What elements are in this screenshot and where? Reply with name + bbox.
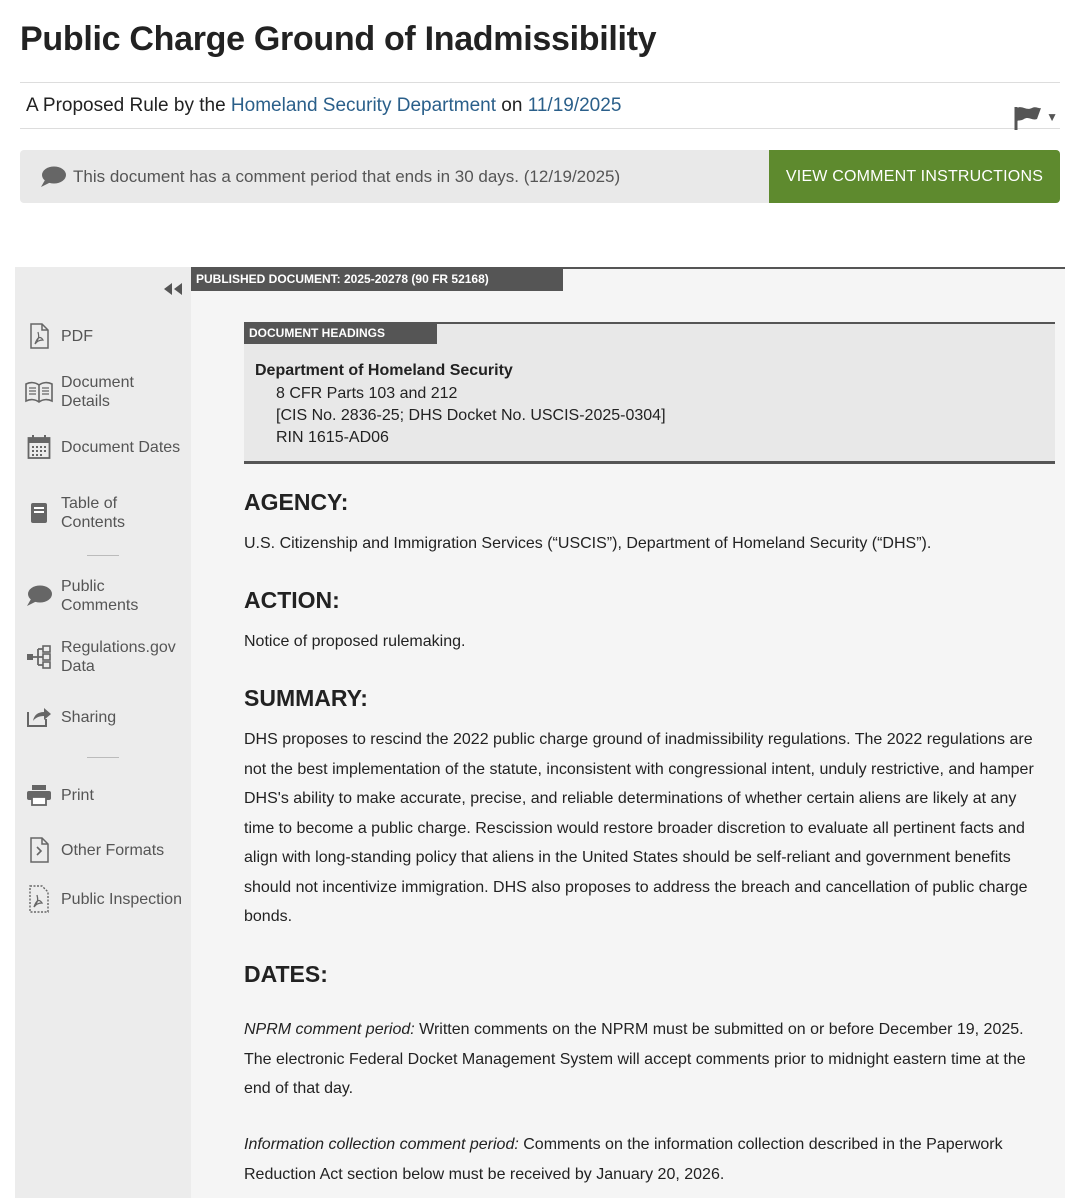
sidebar-item-label: Public Inspection bbox=[61, 890, 182, 908]
calendar-icon bbox=[25, 434, 53, 460]
document-area bbox=[15, 267, 1065, 1198]
agency-link[interactable]: Homeland Security Department bbox=[230, 95, 496, 116]
sidebar-item-public-comments[interactable] bbox=[25, 577, 185, 615]
nprm-text: Written comments on the NPRM must be submitted on or before December 19, 2025. The electronic Federal Docket Management System will accept comments prior to midnight eastern time at the end of that day. bbox=[244, 1021, 1026, 1097]
sidebar-item-label: Document Details bbox=[61, 374, 134, 410]
dates-heading: DATES: bbox=[244, 961, 328, 987]
info-text: Comments on the information collection described in the Paperwork Reduction Act section below must be received by January 20, 2026. bbox=[244, 1136, 1003, 1183]
flag-icon bbox=[1012, 105, 1042, 131]
sidebar bbox=[15, 267, 191, 1198]
agency-text: U.S. Citizenship and Immigration Services (“USCIS”), Department of Homeland Security (“DHS”). bbox=[244, 535, 932, 552]
sidebar-item-label: Regulations.gov Data bbox=[61, 639, 176, 675]
action-text: Notice of proposed rulemaking. bbox=[244, 633, 466, 650]
view-comment-instructions-button[interactable]: VIEW COMMENT INSTRUCTIONS bbox=[769, 150, 1060, 203]
agency-heading: AGENCY: bbox=[244, 489, 349, 515]
page-title: Public Charge Ground of Inadmissibility bbox=[20, 20, 657, 58]
comment-icon bbox=[25, 585, 53, 607]
sidebar-item-label: PDF bbox=[61, 327, 93, 345]
formats-icon bbox=[25, 837, 53, 863]
sidebar-item-label: Sharing bbox=[61, 708, 117, 726]
share-icon bbox=[25, 706, 53, 728]
headings-docket: [CIS No. 2836-25; DHS Docket No. USCIS-2025-0304] bbox=[276, 407, 666, 424]
headings-rin: RIN 1615-AD06 bbox=[276, 429, 389, 446]
info-label: Information collection comment period: bbox=[244, 1136, 519, 1153]
tree-icon bbox=[25, 645, 53, 669]
chevron-down-icon: ▼ bbox=[1046, 110, 1058, 124]
sidebar-item-other-formats[interactable] bbox=[25, 837, 164, 863]
sidebar-item-document-details[interactable] bbox=[25, 373, 185, 411]
comment-period-message: This document has a comment period that ends in 30 days. (12/19/2025) bbox=[73, 167, 621, 186]
headings-department: Department of Homeland Security bbox=[255, 362, 513, 379]
document-content bbox=[191, 267, 1065, 1198]
flag-menu[interactable] bbox=[1012, 95, 1058, 140]
byline-prefix: A Proposed Rule by the bbox=[26, 95, 226, 116]
sidebar-divider bbox=[87, 555, 119, 556]
comment-bubble-icon bbox=[40, 166, 66, 188]
sidebar-item-document-dates[interactable] bbox=[25, 434, 185, 460]
sidebar-item-regulations-gov-data[interactable] bbox=[25, 638, 195, 676]
byline bbox=[20, 82, 1060, 129]
published-document-label: PUBLISHED DOCUMENT: 2025-20278 (90 FR 52168) bbox=[191, 269, 563, 291]
sidebar-item-pdf[interactable] bbox=[25, 323, 93, 349]
pdf-icon bbox=[25, 323, 53, 349]
sidebar-item-label: Print bbox=[61, 786, 94, 804]
sidebar-item-label: Table of Contents bbox=[61, 495, 126, 531]
dates-info-paragraph bbox=[244, 1130, 1004, 1189]
sidebar-item-label: Document Dates bbox=[61, 438, 181, 456]
sidebar-item-sharing[interactable] bbox=[25, 706, 116, 728]
nprm-label: NPRM comment period: bbox=[244, 1021, 415, 1038]
collapse-sidebar-icon[interactable] bbox=[162, 282, 184, 296]
action-heading: ACTION: bbox=[244, 587, 340, 613]
date-link[interactable]: 11/19/2025 bbox=[527, 95, 622, 116]
document-headings bbox=[244, 322, 1055, 464]
print-icon bbox=[25, 784, 53, 806]
summary-heading: SUMMARY: bbox=[244, 685, 368, 711]
sidebar-divider bbox=[87, 757, 119, 758]
sidebar-item-public-inspection[interactable] bbox=[25, 885, 185, 913]
inspection-icon bbox=[25, 885, 53, 913]
summary-text: DHS proposes to rescind the 2022 public charge ground of inadmissibility regulations. The 2022 regulations are not the best implementation of the statute, inconsistent with congressional intent, unduly restrictive, and hamper DHS's ability to make accurate, precise, and reliable determinations of whether certain aliens are likely at any time to become a public charge. Rescission would restore broader discretion to evaluate all pertinent facts and align with long-standing policy that aliens in the United States should be self-reliant and government benefits should not incentivize immigration. DHS also proposes to address the breach and cancellation of public charge bonds. bbox=[244, 731, 1034, 925]
document-headings-label: DOCUMENT HEADINGS bbox=[244, 324, 437, 344]
sidebar-item-print[interactable] bbox=[25, 784, 94, 806]
dates-nprm-paragraph bbox=[244, 1015, 1044, 1104]
book-icon bbox=[25, 381, 53, 403]
sidebar-item-table-of-contents[interactable] bbox=[25, 494, 185, 532]
byline-on: on bbox=[501, 95, 523, 116]
comment-period-banner bbox=[20, 150, 1060, 203]
headings-cfr: 8 CFR Parts 103 and 212 bbox=[276, 385, 458, 402]
toc-icon bbox=[25, 501, 53, 525]
sidebar-item-label: Public Comments bbox=[61, 578, 139, 614]
sidebar-item-label: Other Formats bbox=[61, 841, 165, 859]
